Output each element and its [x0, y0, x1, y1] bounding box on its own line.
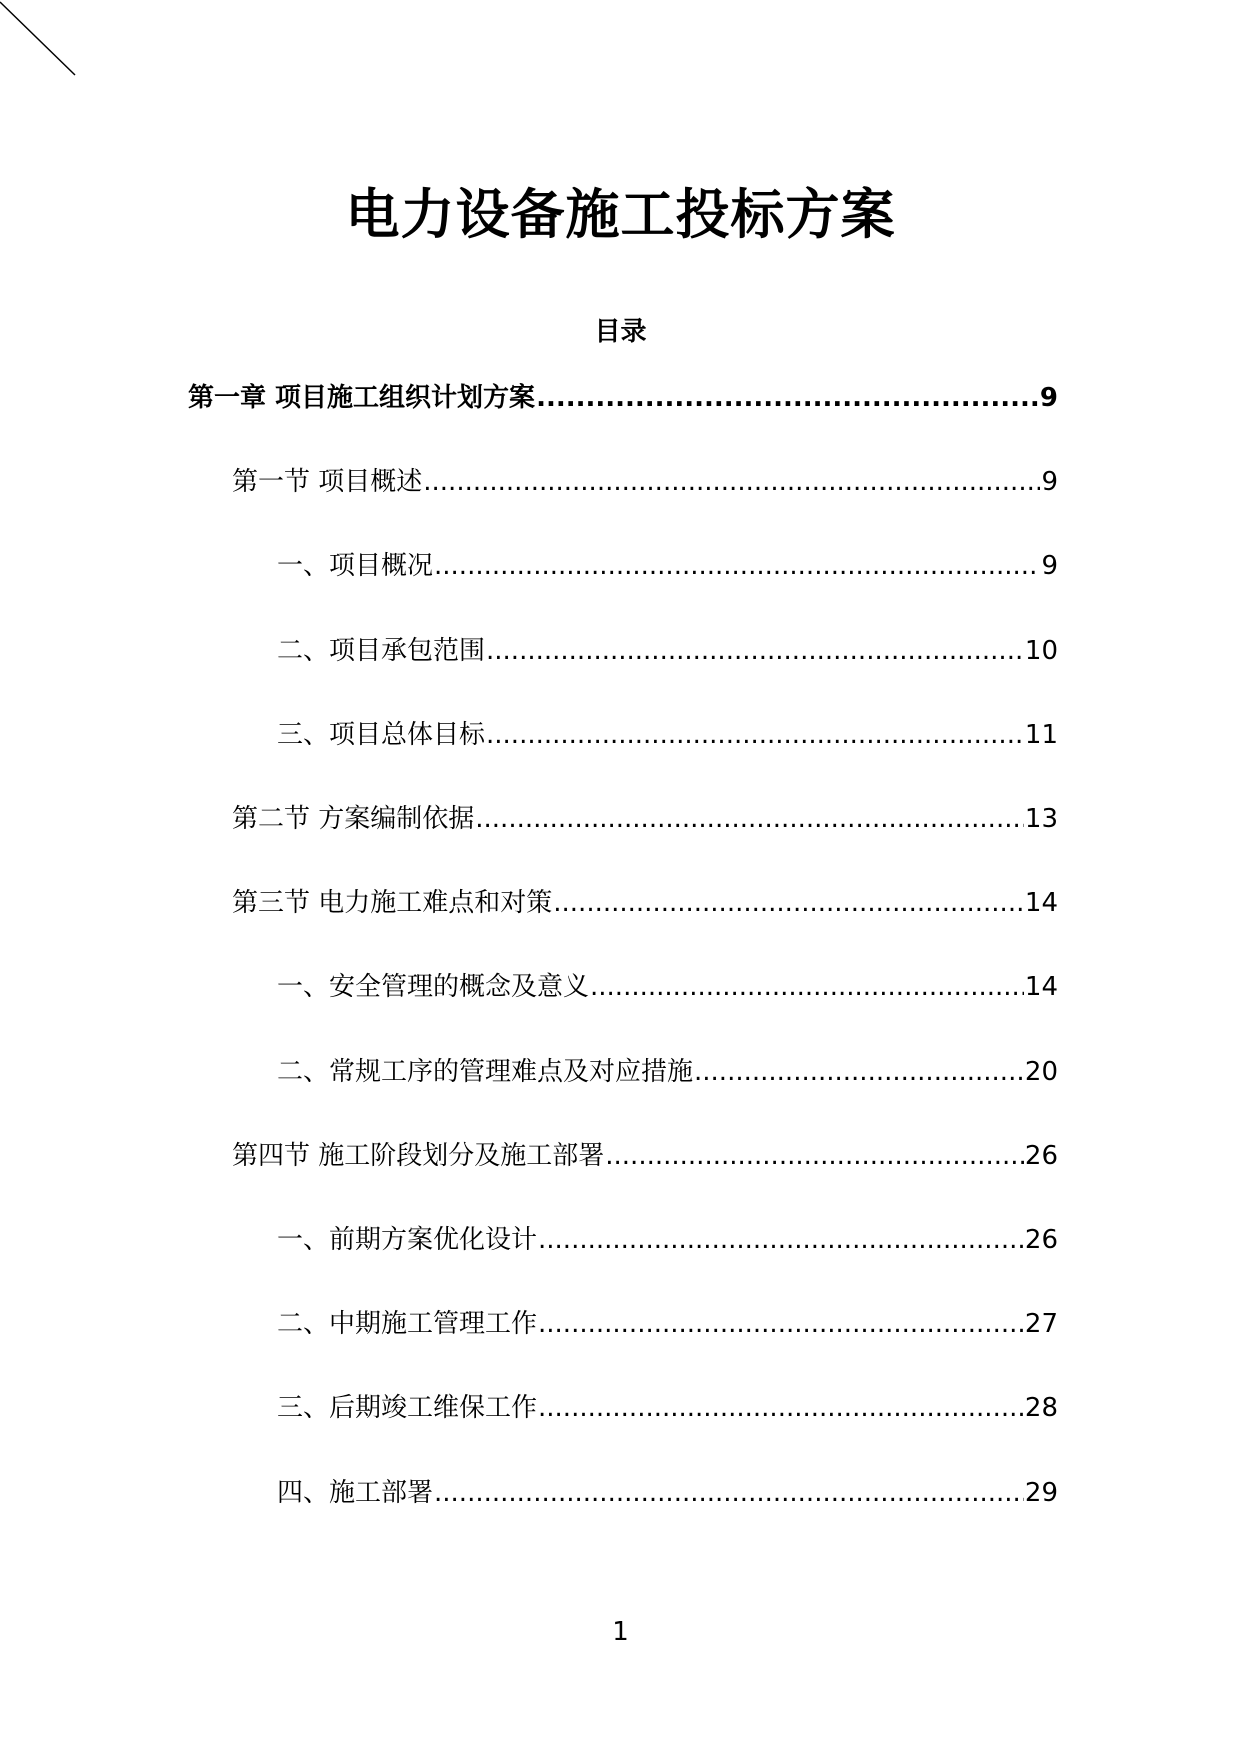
toc-entry-page: 26 [1024, 1225, 1058, 1255]
toc-entry[interactable] [232, 462, 1058, 502]
toc-entry[interactable] [277, 1220, 1058, 1260]
toc-dot-leader [605, 1136, 1024, 1176]
document-title: 电力设备施工投标方案 [345, 183, 896, 246]
toc-entry-page: 11 [1024, 720, 1058, 750]
toc-dot-leader [536, 378, 1039, 418]
toc-dot-leader [486, 631, 1024, 671]
toc-entry-label: 第二节 方案编制依据 [232, 804, 475, 834]
toc-dot-leader [538, 1304, 1024, 1344]
toc-entry[interactable] [277, 1304, 1058, 1344]
toc-entry-page: 26 [1024, 1141, 1058, 1171]
toc-entry[interactable] [277, 967, 1058, 1007]
toc-dot-leader [538, 1388, 1024, 1428]
toc-entry[interactable] [277, 715, 1058, 755]
toc-entry[interactable] [188, 378, 1058, 418]
toc-entry-label: 四、施工部署 [277, 1478, 434, 1508]
toc-entry[interactable] [277, 1052, 1058, 1092]
toc-entry-label: 二、项目承包范围 [277, 636, 486, 666]
toc-entry[interactable] [277, 1388, 1058, 1428]
toc-entry-label: 第一节 项目概述 [232, 467, 423, 497]
toc-entry-page: 14 [1024, 888, 1058, 918]
toc-entry[interactable] [277, 1473, 1058, 1513]
toc-entry-label: 一、前期方案优化设计 [277, 1225, 538, 1255]
toc-dot-leader [486, 715, 1024, 755]
toc-entry[interactable] [277, 546, 1058, 586]
toc-entry-page: 9 [1039, 383, 1058, 413]
toc-dot-leader [694, 1052, 1024, 1092]
toc-entry-page: 28 [1024, 1393, 1058, 1423]
toc-dot-leader [434, 1473, 1024, 1513]
toc-dot-leader [475, 799, 1024, 839]
toc-dot-leader [590, 967, 1024, 1007]
toc-entry-label: 三、项目总体目标 [277, 720, 486, 750]
toc-dot-leader [538, 1220, 1024, 1260]
toc-entry-label: 三、后期竣工维保工作 [277, 1393, 538, 1423]
toc-dot-leader [434, 546, 1040, 586]
toc-entry-label: 一、项目概况 [277, 551, 434, 581]
toc-entry-page: 9 [1041, 467, 1058, 497]
toc-entry-page: 10 [1024, 636, 1058, 666]
toc-entry[interactable] [232, 1136, 1058, 1176]
toc-entry-page: 9 [1041, 551, 1058, 581]
toc-entry-label: 第四节 施工阶段划分及施工部署 [232, 1141, 605, 1171]
toc-entry[interactable] [232, 799, 1058, 839]
toc-entry-label: 第三节 电力施工难点和对策 [232, 888, 553, 918]
toc-entry[interactable] [277, 631, 1058, 671]
toc-entry-page: 29 [1024, 1478, 1058, 1508]
page-number: 1 [612, 1617, 629, 1647]
toc-entry-page: 14 [1024, 972, 1058, 1002]
toc-entry-label: 一、安全管理的概念及意义 [277, 972, 590, 1002]
toc-dot-leader [553, 883, 1024, 923]
toc-entry-page: 27 [1024, 1309, 1058, 1339]
toc-entry-label: 二、中期施工管理工作 [277, 1309, 538, 1339]
toc-entry-label: 二、常规工序的管理难点及对应措施 [277, 1057, 694, 1087]
toc-entry-label: 第一章 项目施工组织计划方案 [188, 383, 536, 413]
toc-dot-leader [423, 462, 1040, 502]
toc-entry[interactable] [232, 883, 1058, 923]
toc-entry-page: 20 [1024, 1057, 1058, 1087]
toc-heading: 目录 [594, 317, 647, 347]
toc-entry-page: 13 [1024, 804, 1058, 834]
